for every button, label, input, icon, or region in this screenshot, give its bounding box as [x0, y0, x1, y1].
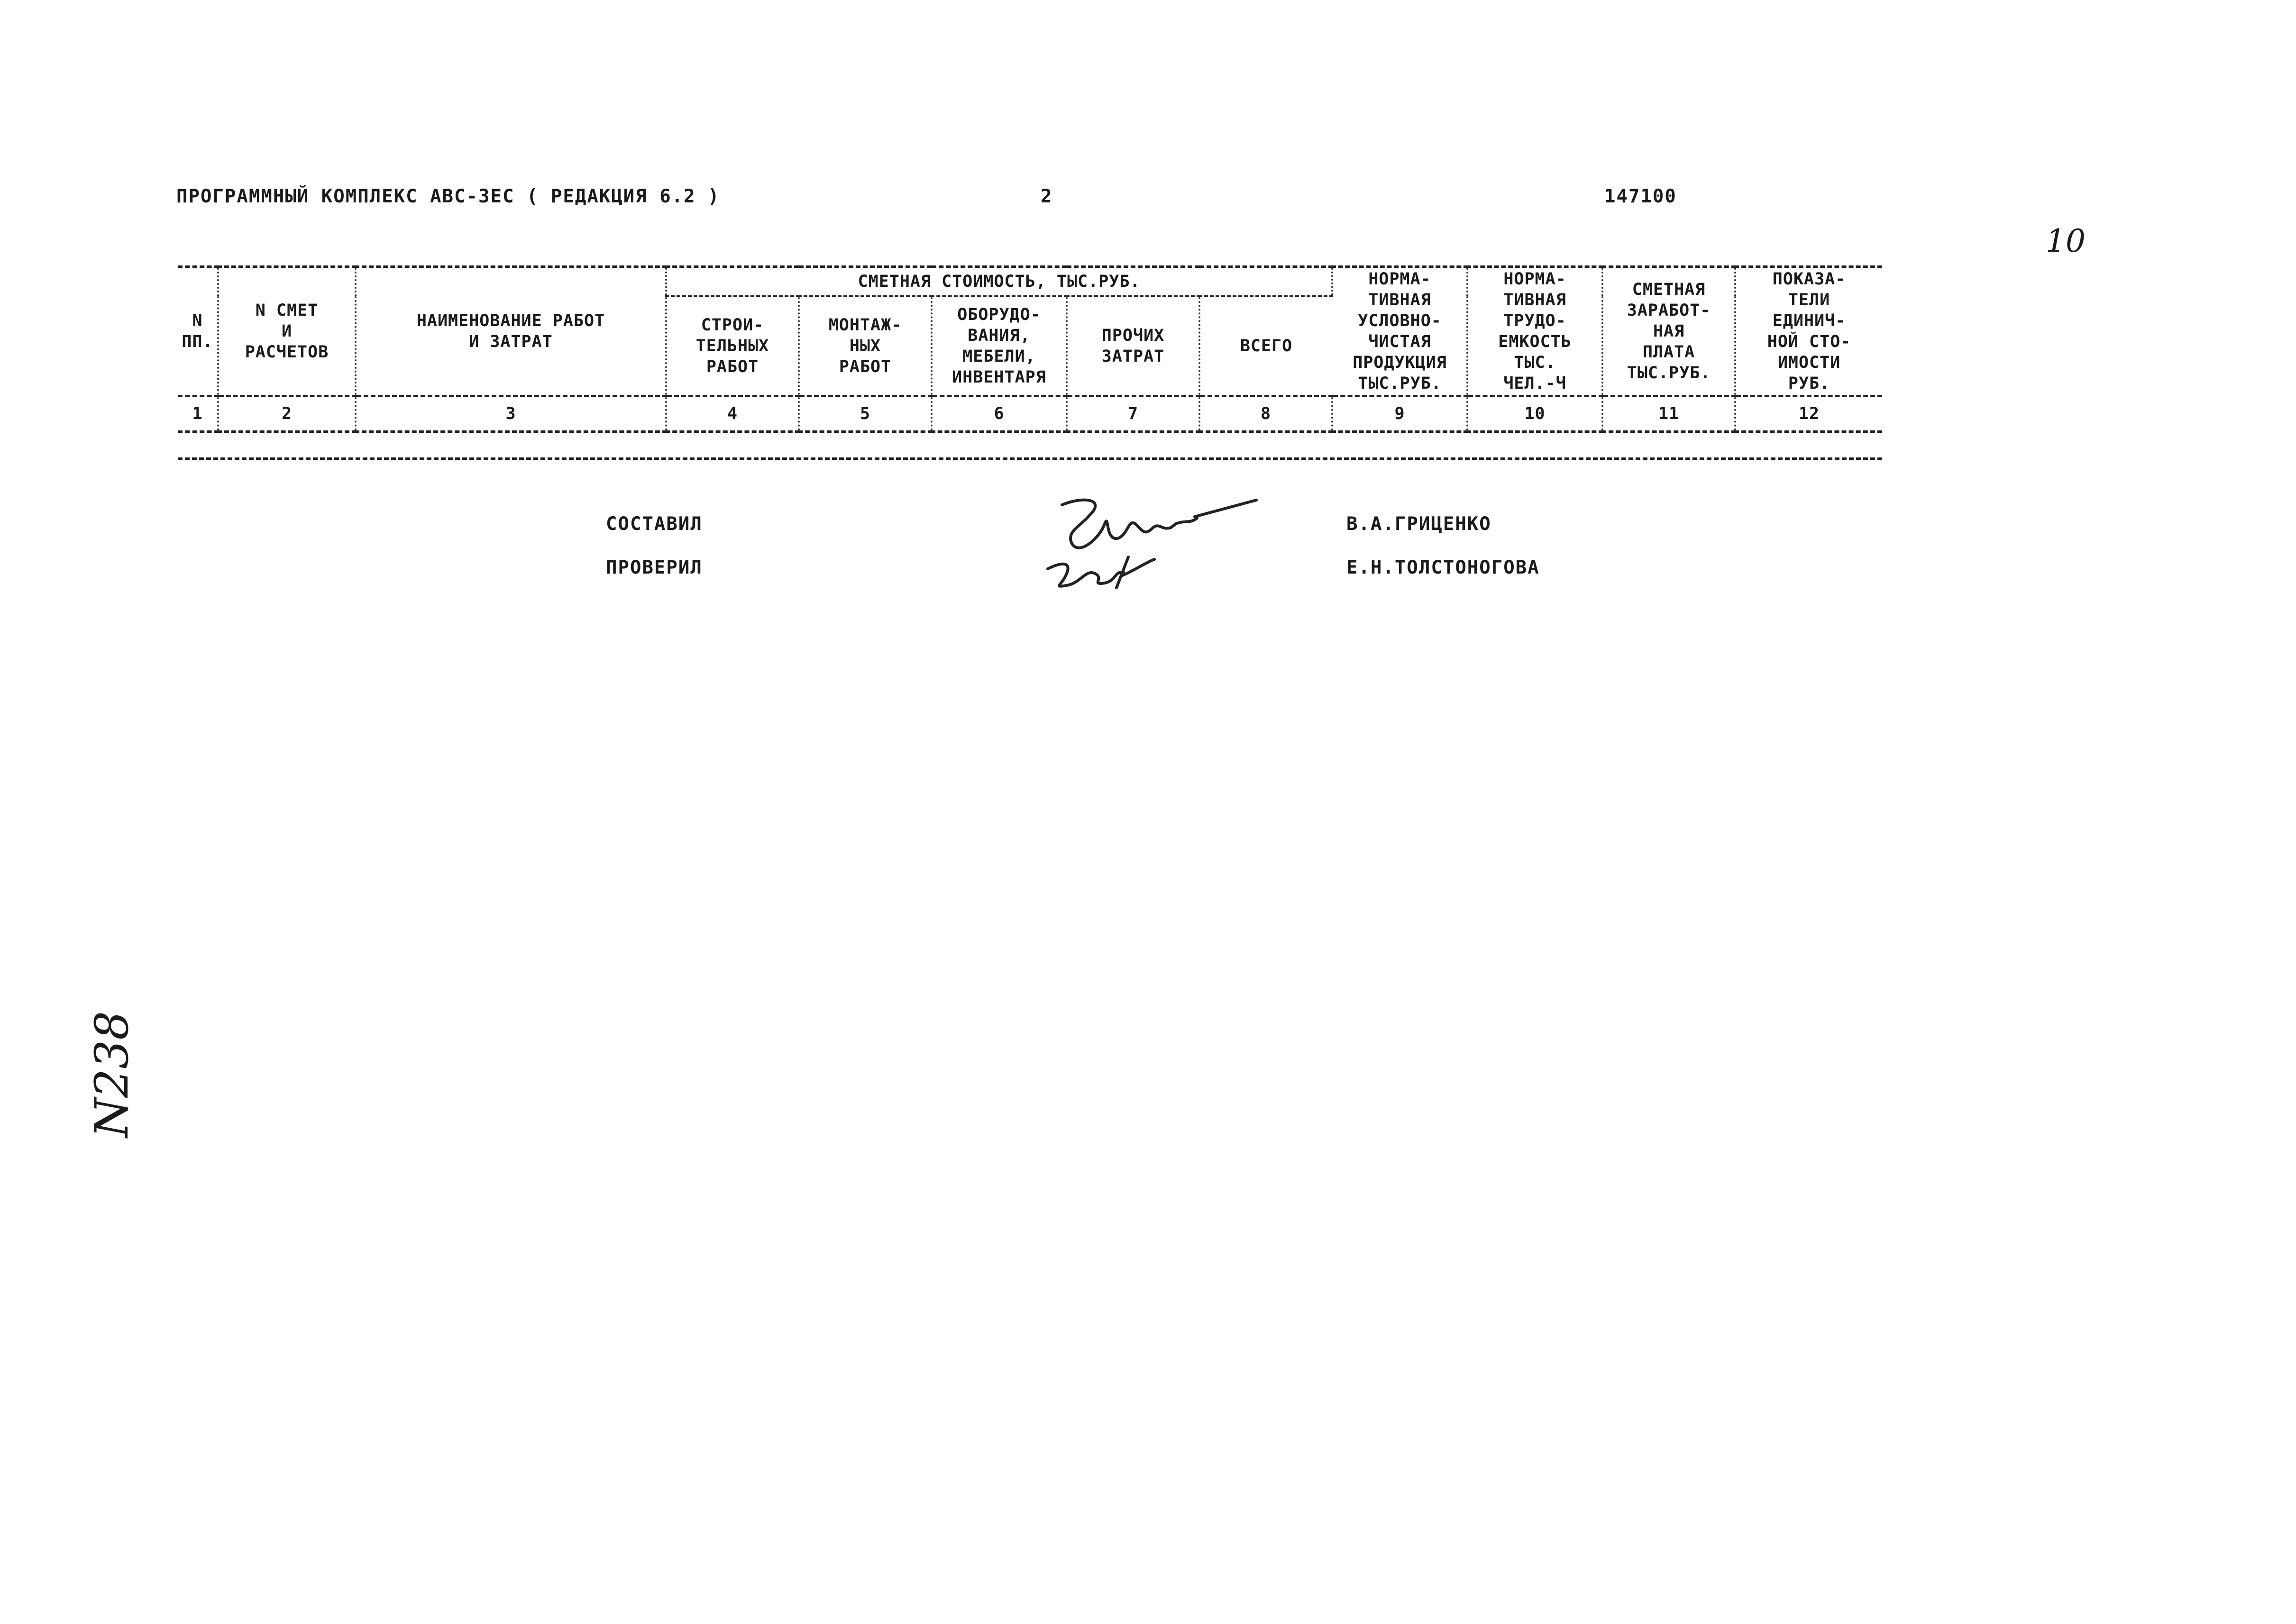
- table-bottom-rule: [178, 457, 1882, 460]
- col-header-net-output: НОРМА- ТИВНАЯ УСЛОВНО- ЧИСТАЯ ПРОДУКЦИЯ ТЫС.РУБ.: [1332, 267, 1467, 396]
- document-code: 147100: [1604, 186, 1677, 207]
- col-group-estimated-cost: СМЕТНАЯ СТОИМОСТЬ, ТЫС.РУБ.: [666, 267, 1332, 297]
- col-header-number: N ПП.: [178, 267, 218, 396]
- page-number: 2: [1041, 186, 1053, 207]
- margin-handwritten-note: N238: [85, 1011, 138, 1138]
- col-header-wages: СМЕТНАЯ ЗАРАБОТ- НАЯ ПЛАТА ТЫС.РУБ.: [1602, 267, 1735, 396]
- column-number: 3: [356, 396, 666, 431]
- compiled-by-label: СОСТАВИЛ: [606, 513, 703, 535]
- column-number: 11: [1602, 396, 1735, 431]
- handwritten-signature: [1034, 491, 1261, 600]
- column-number: 1: [178, 396, 218, 431]
- compiled-by-name: В.А.ГРИЦЕНКО: [1346, 513, 1491, 535]
- program-title: ПРОГРАММНЫЙ КОМПЛЕКС АВС-3ЕС ( РЕДАКЦИЯ 6.2 ): [176, 186, 720, 207]
- col-header-other-costs: ПРОЧИХ ЗАТРАТ: [1067, 296, 1199, 396]
- column-number: 10: [1467, 396, 1602, 431]
- sheet-number: 10: [2046, 223, 2086, 259]
- col-header-labor-intensity: НОРМА- ТИВНАЯ ТРУДО- ЕМКОСТЬ ТЫС. ЧЕЛ.-Ч: [1467, 267, 1602, 396]
- estimate-table: [178, 265, 1882, 433]
- col-header-unit-cost: ПОКАЗА- ТЕЛИ ЕДИНИЧ- НОЙ СТО- ИМОСТИ РУБ.: [1767, 269, 1851, 393]
- column-number: 9: [1332, 396, 1467, 431]
- col-header-work-name: НАИМЕНОВАНИЕ РАБОТ И ЗАТРАТ: [356, 267, 666, 396]
- checked-by-name: Е.Н.ТОЛСТОНОГОВА: [1346, 557, 1540, 578]
- column-number: 6: [932, 396, 1067, 431]
- column-number-row: [178, 396, 1882, 431]
- column-number: 5: [799, 396, 932, 431]
- col-header-total: ВСЕГО: [1240, 336, 1293, 356]
- column-number: 4: [666, 396, 799, 431]
- column-number: 8: [1199, 396, 1332, 431]
- column-number: 12: [1735, 396, 1882, 431]
- checked-by-label: ПРОВЕРИЛ: [606, 557, 703, 578]
- col-header-installation: МОНТАЖ- НЫХ РАБОТ: [799, 296, 932, 396]
- column-number: 2: [218, 396, 356, 431]
- page-header: [0, 186, 2296, 214]
- col-header-construction: СТРОИ- ТЕЛЬНЫХ РАБОТ: [666, 296, 799, 396]
- col-header-equipment: ОБОРУДО- ВАНИЯ, МЕБЕЛИ, ИНВЕНТАРЯ: [932, 296, 1067, 396]
- col-header-estimate-number: N СМЕТ И РАСЧЕТОВ: [218, 267, 356, 396]
- column-number: 7: [1067, 396, 1199, 431]
